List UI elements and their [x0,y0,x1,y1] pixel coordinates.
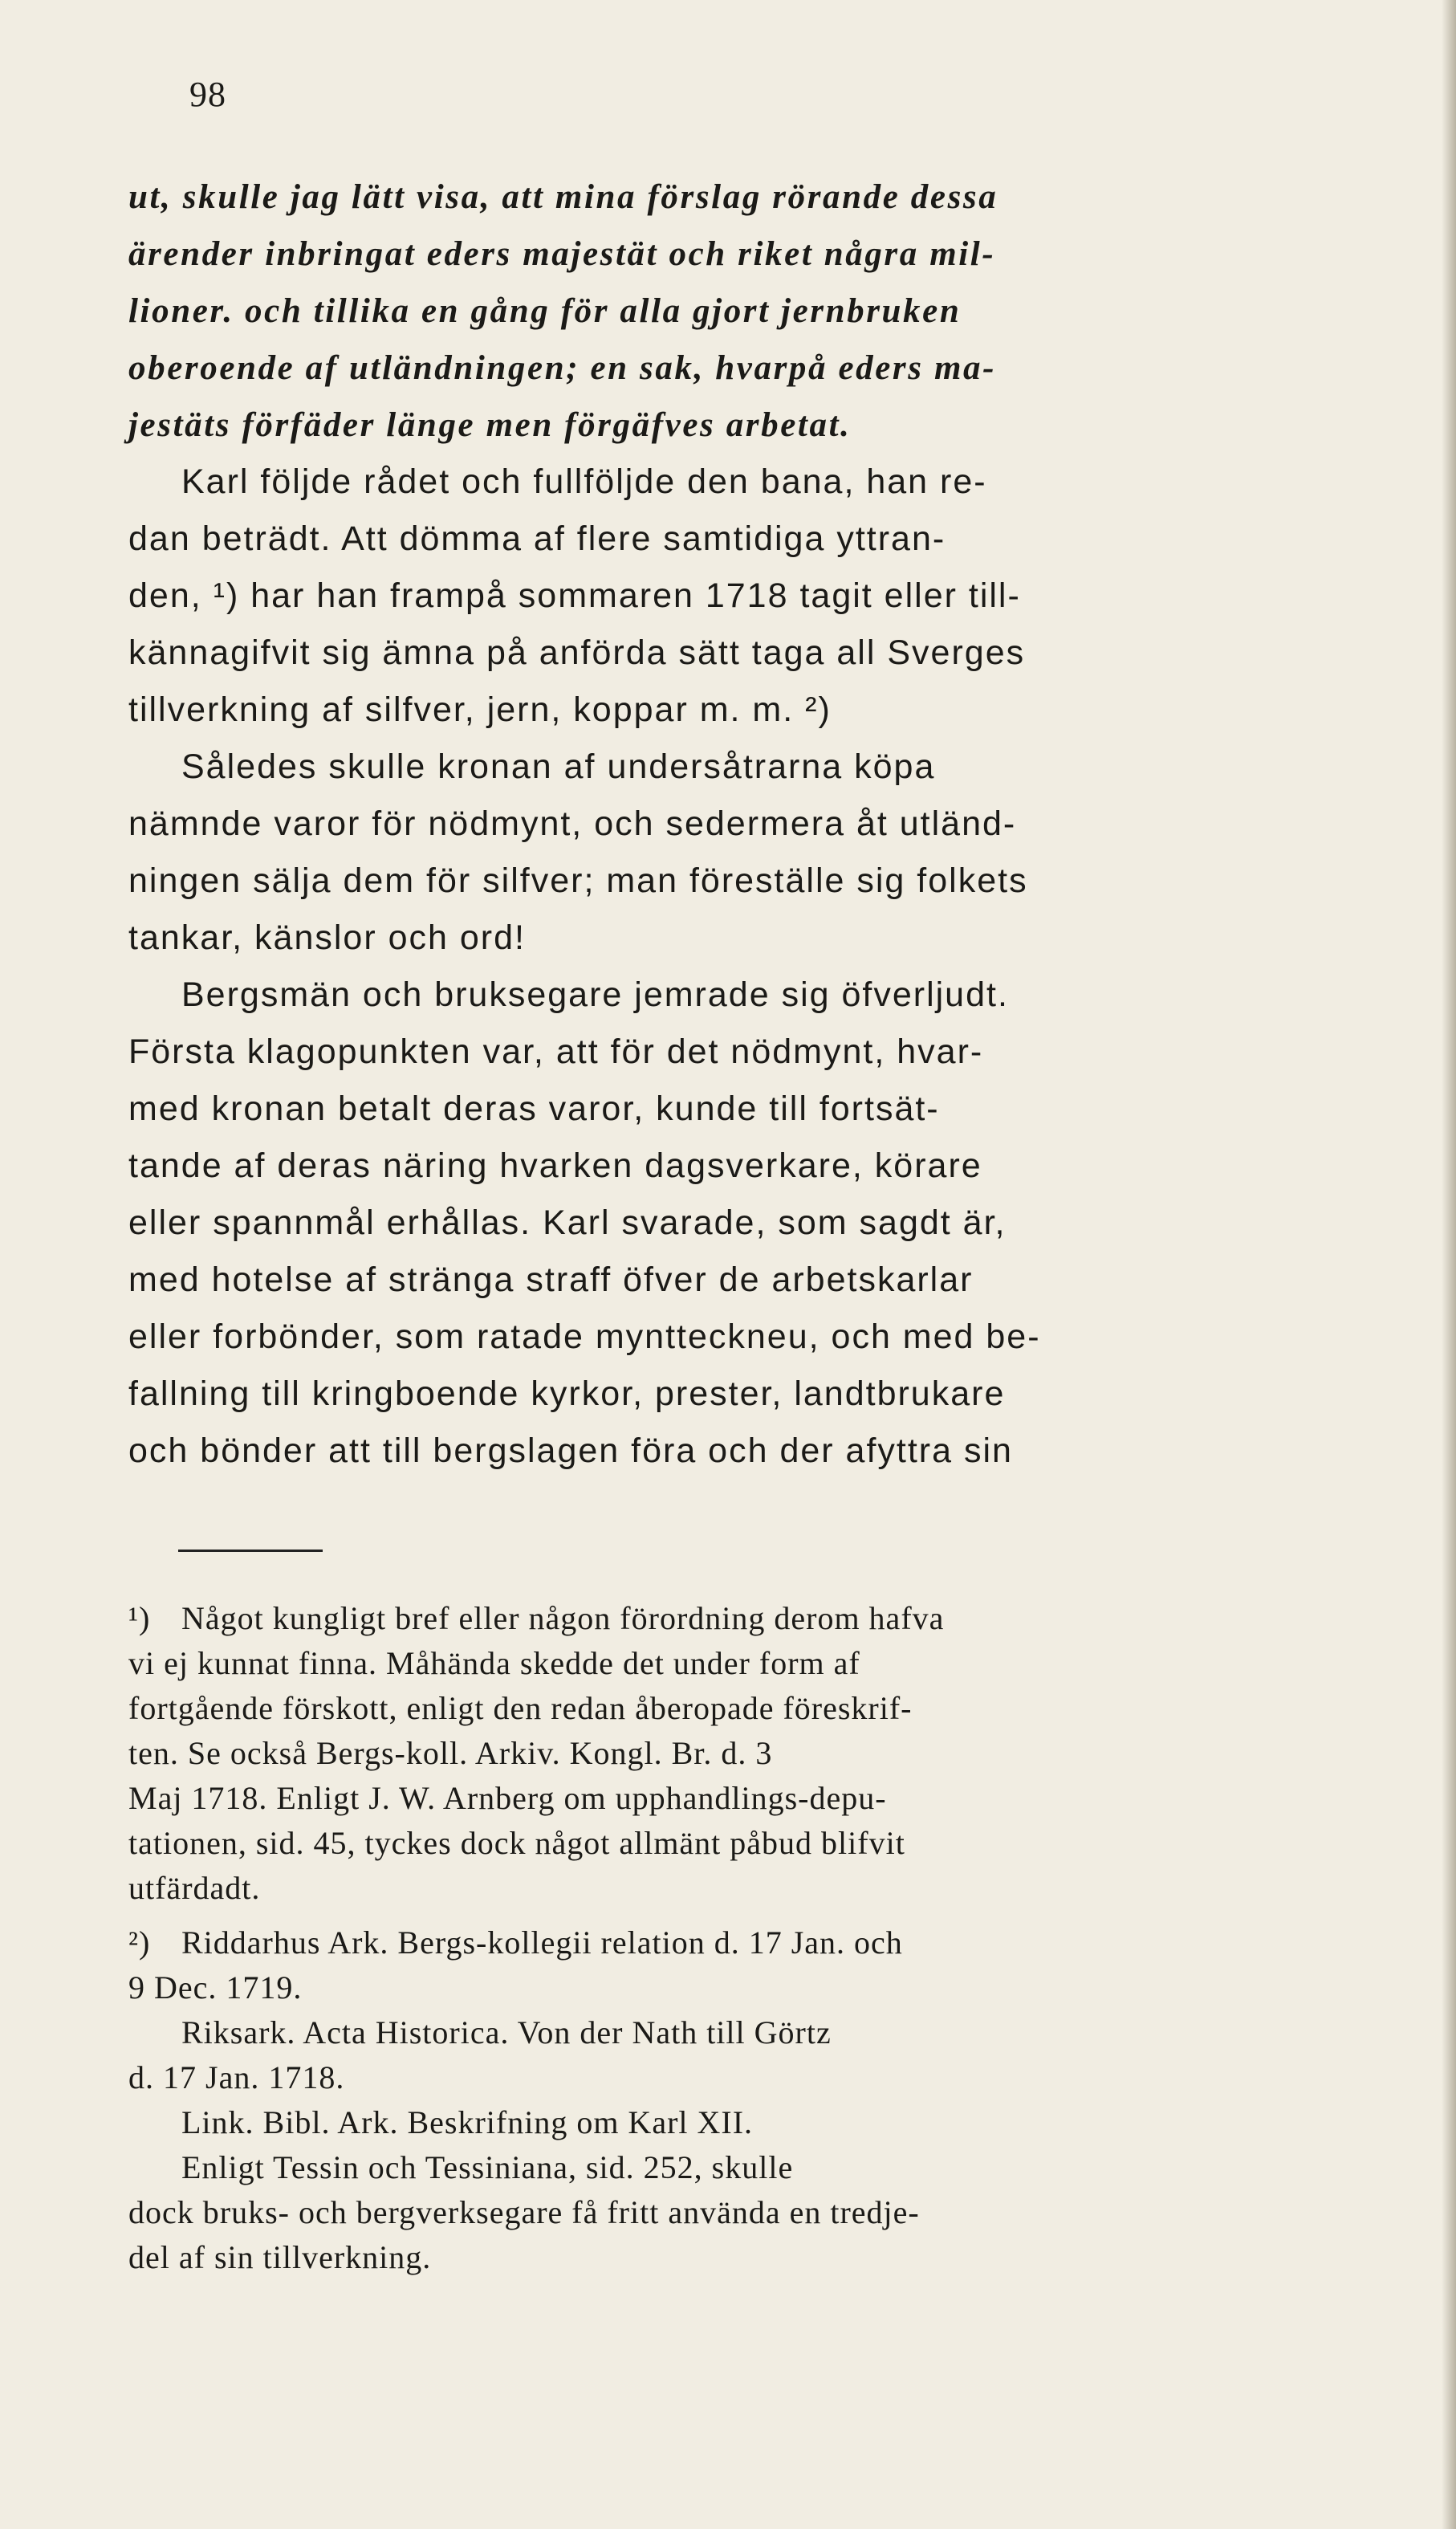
footnote-1-text: Något kungligt bref eller någon förordning derom hafva [181,1600,945,1636]
footnote-2-line [128,1920,1376,1965]
footnote-2-marker: ²) [128,1924,151,1961]
text-line: jestäts förfäder länge men förgäfves arbetat. [128,406,852,444]
footnote-2-line: d. 17 Jan. 1718. [128,2059,345,2095]
text-line: tillverkning af silfver, jern, koppar m. m. ²) [128,690,832,729]
text-line: den, ¹) har han frampå sommaren 1718 tagit eller till- [128,576,1021,615]
text-line: eller forbönder, som ratade myntteckneu, och med be- [128,1317,1041,1356]
footnote-2-line: del af sin tillverkning. [128,2239,432,2275]
text-line: ärender inbringat eders majestät och riket några mil- [128,235,996,273]
text-line: och bönder att till bergslagen föra och der afyttra sin [128,1431,1013,1470]
text-line: Således skulle kronan af undersåtrarna köpa [181,747,936,786]
footnote-1-line: tationen, sid. 45, tyckes dock något allmänt påbud blifvit [128,1825,905,1861]
footnote-1-line: fortgående förskott, enligt den redan åberopade föreskrif- [128,1690,913,1726]
footnote-1-line: utfärdadt. [128,1870,261,1906]
footnote-2-text: Riddarhus Ark. Bergs-kollegii relation d. 17 Jan. och [181,1924,903,1961]
text-line: tankar, känslor och ord! [128,918,526,957]
text-line: ut, skulle jag lätt visa, att mina förslag rörande dessa [128,178,998,216]
text-line: tande af deras näring hvarken dagsverkare, körare [128,1146,982,1185]
text-line: Bergsmän och bruksegare jemrade sig öfverljudt. [181,975,1009,1014]
text-line: med kronan betalt deras varor, kunde till fortsät- [128,1089,940,1128]
footnote-2-line: dock bruks- och bergverksegare få fritt använda en tredje- [128,2194,920,2230]
page-edge-shadow [1442,0,1456,2529]
footnote-2-line: Link. Bibl. Ark. Beskrifning om Karl XII. [181,2104,754,2140]
footnotes [128,1596,1376,2280]
text-line: lioner. och tillika en gång för alla gjort jernbruken [128,292,962,330]
footnote-2-line: Enligt Tessin och Tessiniana, sid. 252, skulle [181,2149,794,2185]
text-line: ningen sälja dem för silfver; man föreställe sig folkets [128,861,1028,900]
footnote-1-line [128,1596,1376,1641]
footnote-1-line: vi ej kunnat finna. Måhända skedde det under form af [128,1645,860,1681]
main-text [128,169,1376,1480]
text-line: nämnde varor för nödmynt, och sedermera åt utländ- [128,804,1017,843]
footnote-1-line: ten. Se också Bergs-koll. Arkiv. Kongl. Br. d. 3 [128,1735,773,1771]
text-line: fallning till kringboende kyrkor, prester, landtbrukare [128,1374,1006,1413]
text-line: med hotelse af stränga straff öfver de arbetskarlar [128,1260,974,1299]
text-line: Första klagopunkten var, att för det nödmynt, hvar- [128,1032,984,1071]
footnote-divider [178,1550,323,1552]
text-line: Karl följde rådet och fullföljde den bana, han re- [181,462,987,501]
footnote-2-line: 9 Dec. 1719. [128,1969,303,2006]
page-number: 98 [189,75,226,114]
footnote-2-line: Riksark. Acta Historica. Von der Nath till Görtz [181,2014,832,2050]
text-line: kännagifvit sig ämna på anförda sätt taga all Sverges [128,633,1026,672]
text-line: dan beträdt. Att dömma af flere samtidiga yttran- [128,519,946,558]
footnote-1-line: Maj 1718. Enligt J. W. Arnberg om upphandlings-depu- [128,1780,887,1816]
footnote-1-marker: ¹) [128,1600,151,1636]
text-line: oberoende af utländningen; en sak, hvarpå eders ma- [128,349,997,387]
text-line: eller spannmål erhållas. Karl svarade, som sagdt är, [128,1203,1007,1242]
